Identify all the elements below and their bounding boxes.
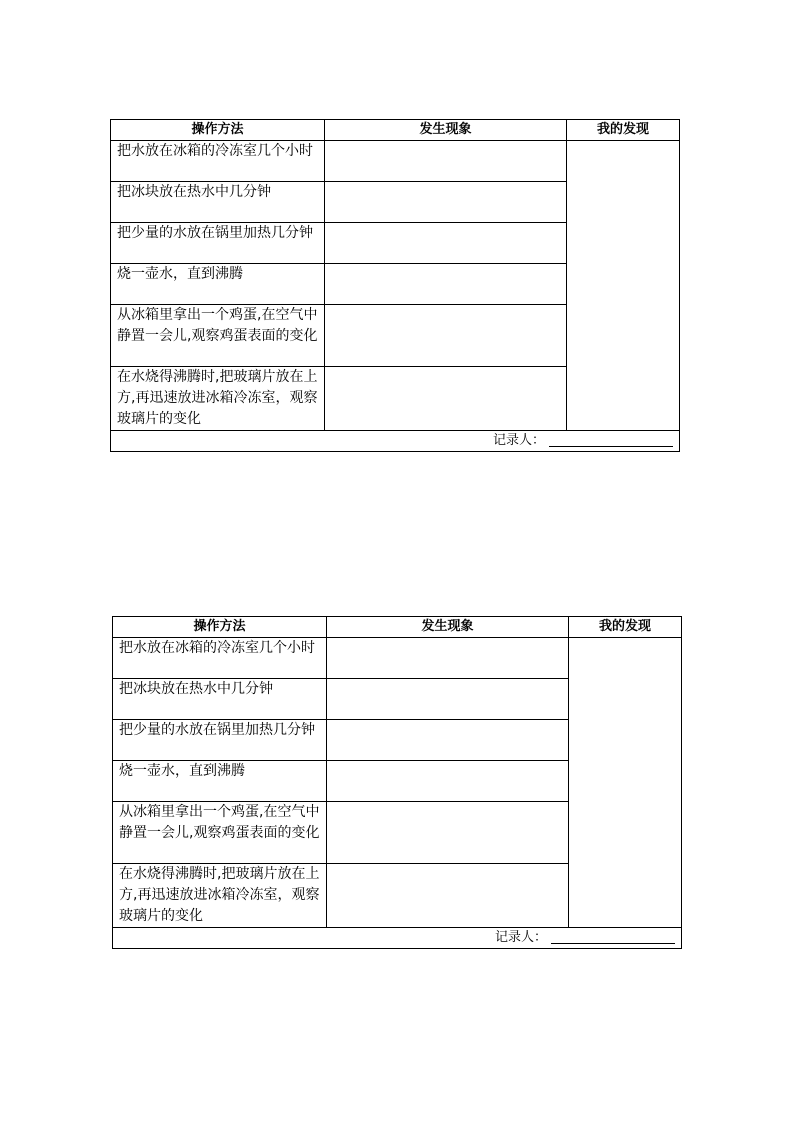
header-row xyxy=(111,120,680,141)
method-cell: 把少量的水放在锅里加热几分钟 xyxy=(113,720,327,761)
phenomenon-cell[interactable] xyxy=(327,720,569,761)
recorder-blank-line[interactable] xyxy=(549,432,673,447)
discovery-cell[interactable] xyxy=(569,638,682,928)
method-cell: 烧一壶水，直到沸腾 xyxy=(113,761,327,802)
recorder-cell xyxy=(111,431,680,452)
method-cell: 把水放在冰箱的冷冻室几个小时 xyxy=(111,141,325,182)
phenomenon-cell[interactable] xyxy=(327,638,569,679)
method-cell: 把冰块放在热水中几分钟 xyxy=(113,679,327,720)
recorder-label: 记录人： xyxy=(492,433,545,448)
footer-row xyxy=(111,431,680,452)
method-cell: 在水烧得沸腾时,把玻璃片放在上方,再迅速放进冰箱冷冻室，观察玻璃片的变化 xyxy=(111,367,325,431)
phenomenon-cell[interactable] xyxy=(325,367,567,431)
method-cell: 从冰箱里拿出一个鸡蛋,在空气中静置一会儿,观察鸡蛋表面的变化 xyxy=(111,305,325,367)
phenomenon-cell[interactable] xyxy=(325,182,567,223)
method-cell: 把冰块放在热水中几分钟 xyxy=(111,182,325,223)
phenomenon-cell[interactable] xyxy=(325,223,567,264)
method-cell: 把水放在冰箱的冷冻室几个小时 xyxy=(113,638,327,679)
header-method: 操作方法 xyxy=(111,120,325,141)
recorder-blank-line[interactable] xyxy=(551,929,675,944)
table-row xyxy=(113,638,682,679)
recorder-label: 记录人： xyxy=(494,930,547,945)
phenomenon-cell[interactable] xyxy=(325,264,567,305)
recorder-cell xyxy=(113,928,682,949)
method-cell: 从冰箱里拿出一个鸡蛋,在空气中静置一会儿,观察鸡蛋表面的变化 xyxy=(113,802,327,864)
header-phenomenon: 发生现象 xyxy=(327,617,569,638)
header-method: 操作方法 xyxy=(113,617,327,638)
phenomenon-cell[interactable] xyxy=(327,761,569,802)
experiment-record-table-2 xyxy=(112,616,682,949)
phenomenon-cell[interactable] xyxy=(327,864,569,928)
header-row xyxy=(113,617,682,638)
phenomenon-cell[interactable] xyxy=(327,802,569,864)
table-row xyxy=(111,141,680,182)
phenomenon-cell[interactable] xyxy=(325,141,567,182)
method-cell: 在水烧得沸腾时,把玻璃片放在上方,再迅速放进冰箱冷冻室，观察玻璃片的变化 xyxy=(113,864,327,928)
header-phenomenon: 发生现象 xyxy=(325,120,567,141)
footer-row xyxy=(113,928,682,949)
header-discovery: 我的发现 xyxy=(567,120,680,141)
discovery-cell[interactable] xyxy=(567,141,680,431)
method-cell: 把少量的水放在锅里加热几分钟 xyxy=(111,223,325,264)
method-cell: 烧一壶水，直到沸腾 xyxy=(111,264,325,305)
phenomenon-cell[interactable] xyxy=(325,305,567,367)
phenomenon-cell[interactable] xyxy=(327,679,569,720)
experiment-record-table-1 xyxy=(110,119,680,452)
header-discovery: 我的发现 xyxy=(569,617,682,638)
